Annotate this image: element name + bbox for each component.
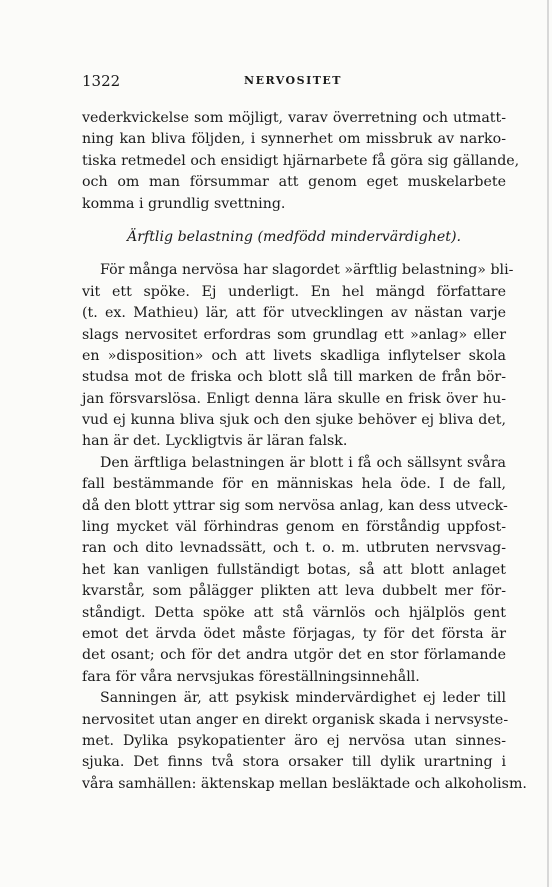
text-line: ling mycket väl förhindras genom en förståndig uppfost-: [82, 519, 506, 536]
text-line: då den blott yttrar sig som nervösa anlag, kan dess utveck-: [82, 497, 508, 514]
text-line: (t. ex. Mathieu) lär, att för utvecklingen av nästan varje: [82, 305, 506, 322]
text-line: nervositet utan anger en direkt organisk skada i nervsyste-: [82, 711, 509, 728]
text-line: met. Dylika psykopatienter äro ej nervösa utan sinnes-: [82, 732, 506, 749]
text-line: tiska retmedel och ensidigt hjärnarbete få göra sig gällande,: [82, 152, 520, 169]
paragraph: [82, 108, 520, 215]
text-line: kvarstår, som pålägger plikten att leva dubbelt mer för-: [82, 583, 506, 600]
running-head: NERVOSITET: [244, 74, 342, 87]
body-text: [82, 108, 527, 795]
text-line: våra samhällen: äktenskap mellan besläktade och alkoholism.: [82, 775, 527, 792]
text-line: och om man försummar att genom eget muskelarbete: [82, 174, 506, 191]
text-line: han är det. Lyckligtvis är läran falsk.: [82, 433, 348, 450]
text-line: Den ärftliga belastningen är blott i få och sällsynt svåra: [100, 454, 506, 471]
text-line: ning kan bliva följden, i synnerhet om missbruk av narko-: [82, 131, 506, 148]
text-line: fara för våra nervsjukas föreställningsinnehåll.: [82, 668, 420, 685]
text-line: emot det ärvda ödet måste förjagas, ty för det första är: [82, 626, 506, 642]
text-line: det osant; och för det andra utgör det en stor förlamande: [82, 647, 506, 664]
text-line: het kan vanligen fullständigt botas, så att blott anlaget: [82, 561, 506, 578]
text-line: studsa mot de friska och blott slå till marken de från bör-: [82, 369, 506, 386]
text-line: vud ej kunna bliva sjuk och den sjuke behöver ej bliva det,: [82, 412, 506, 429]
text-line: ran och dito levnadssätt, och t. o. m. utbruten nervsvag-: [82, 540, 506, 557]
text-line: fall bestämmande för en människas hela öde. I de fall,: [82, 476, 506, 493]
paragraph: [82, 453, 506, 688]
text-line: För många nervösa har slagordet »ärftlig belastning» bli-: [100, 262, 514, 279]
text-line: jan försvarslösa. Enligt denna lära skulle en frisk över hu-: [82, 390, 506, 407]
text-line: en »disposition» och att livets skadliga inflytelser skola: [82, 347, 506, 364]
text-line: ståndigt. Detta spöke att stå värnlös och hjälplös gent: [82, 604, 506, 621]
text-line: vit ett spöke. Ej underligt. En hel mängd författare: [82, 283, 506, 300]
section-heading: Ärftlig belastning (medfödd mindervärdighet).: [126, 228, 462, 245]
page-header: [82, 72, 504, 94]
text-line: vederkvickelse som möjligt, varav överretning och utmatt-: [82, 110, 506, 126]
text-line: komma i grundlig svettning.: [82, 195, 286, 212]
paragraph: [82, 260, 514, 453]
text-line: sjuka. Det finns två stora orsaker till dylik urartning i: [82, 754, 506, 771]
paragraph: [82, 688, 527, 795]
text-line: slags nervositet erfordras som grundlag ett »anlag» eller: [82, 326, 506, 343]
page-edge-divider: [547, 0, 549, 887]
text-line: Sanningen är, att psykisk mindervärdighet ej leder till: [100, 690, 506, 707]
page-number: 1322: [82, 72, 121, 90]
